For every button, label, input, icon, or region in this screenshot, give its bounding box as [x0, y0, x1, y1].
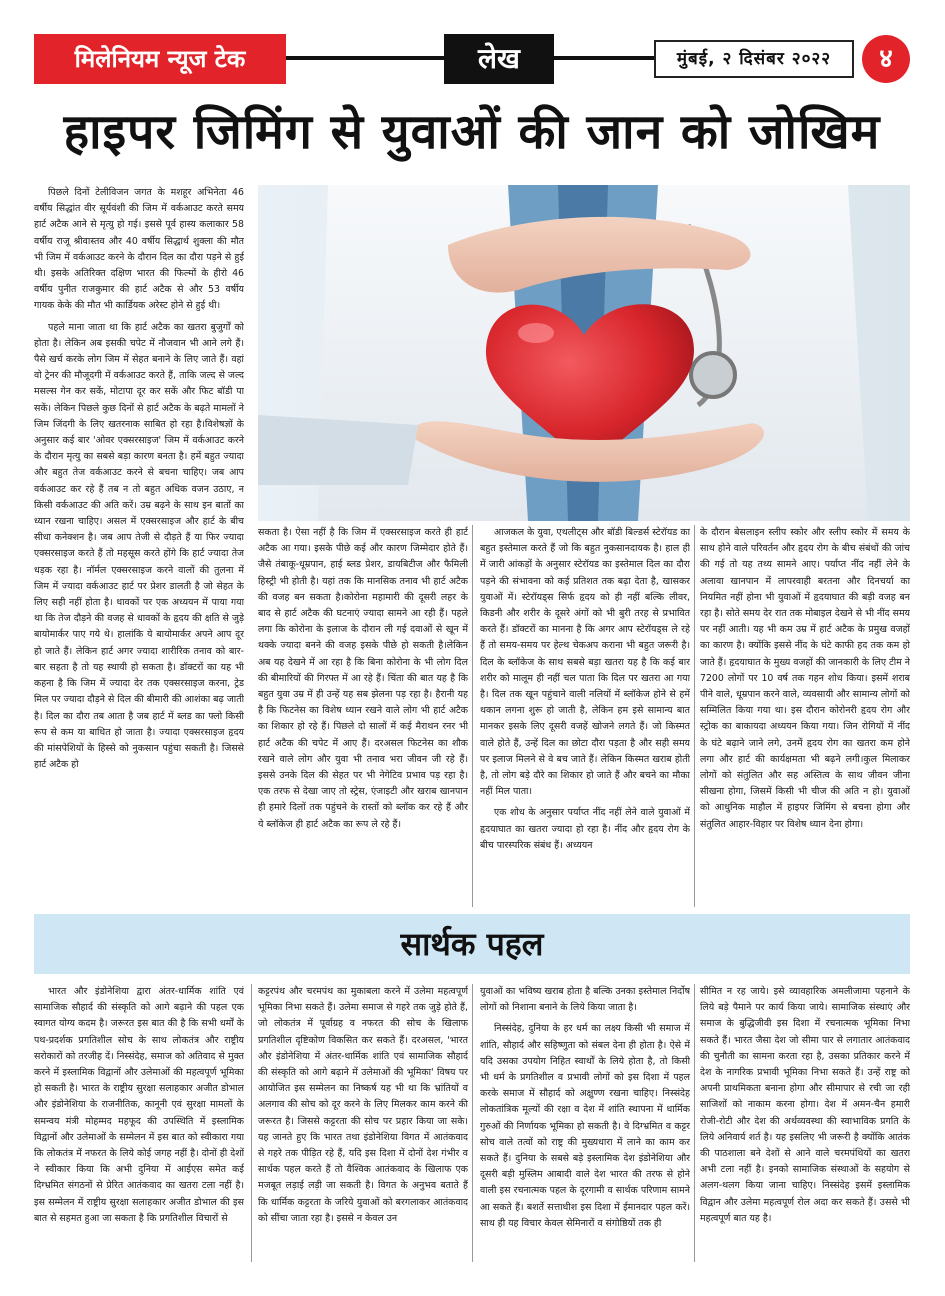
article2-column-4 — [700, 984, 910, 1262]
column-divider — [472, 984, 473, 1262]
article-column-4 — [700, 525, 910, 907]
paragraph: सकता है। ऐसा नहीं है कि जिम में एक्सरसाइज करते ही हार्ट अटैक आ गया। इसके पीछे कई और कारण जिम्मेदार होते हैं। जैसे तंबाकू-धूम्रपान, हाई ब्लड प्रेशर, डायबिटीज और फैमिली हिस्ट्री भी होती है। यहां तक कि मानसिक तनाव भी हार्ट अटैक की वजह बन सकता है।कोरोना महामारी की दूसरी लहर के बाद से हार्ट अटैक की घटनाएं ज्यादा सामने आ रही हैं। पहले लगा कि कोरोना के इलाज के दौरान ली गई दवाओं से खून में थक्के ज्यादा बनने की वजह इसके पीछे हो सकती है।लेकिन अब यह देखने में आ रहा है कि बिना कोरोना के भी लोग दिल की बीमारियों की गिरफ्त में आ रहे हैं। चिंता की बात यह है कि बहुत युवा उम्र में ही उन्हें यह सब झेलना पड़ रहा है। हैरानी यह है कि फिटनेस का विशेष ध्यान रखने वाले लोग भी हार्ट अटैक का शिकार हो रहे हैं। पिछले दो सालों में कई मैराथन रनर भी हार्ट अटैक की चपेट में आए हैं। दरअसल फिटनेस का शौक रखने वाले लोग और युवा भी तनाव भरा जीवन जी रहे हैं। इससे उनके दिल की सेहत पर भी नेगेटिव प्रभाव पड़ रहा है। एक तरफ से देखा जाए तो स्ट्रेस, एंजाइटी और खराब खानपान ही हमारे दिलों तक पहुंचने के रास्तों को ब्लॉक कर रहे हैं और ये ब्लॉकेज ही हार्ट अटैक का रूप ले रहे हैं। — [258, 527, 468, 830]
paragraph: पहले माना जाता था कि हार्ट अटैक का खतरा बुजुर्गों को होता है। लेकिन अब इसकी चपेट में नौजवान भी आने लगे हैं। पैसे खर्च करके लोग जिम में सेहत बनाने के लिए जाते हैं। वहां वो ट्रेनर की मौजूदगी में वर्कआउट करते हैं, ताकि जल्द से जल्द मसल्स गेन कर सकें, मोटापा दूर कर सकें और फिट बॉडी पा सकें। लेकिन पिछले कुछ दिनों से हार्ट अटैक के बढ़ते मामलों ने जिम जिंदगी के लिए खतरनाक साबित हो रहा है।विशेषज्ञों के अनुसार कई बार 'ओवर एक्सरसाइज' जिम में वर्कआउट करने के दौरान मृत्यु का सबसे बड़ा कारण बनता है। हमें बहुत ज्यादा और बहुत तेज वर्कआउट करने से बचना चाहिए। जब आप वर्कआउट कर रहे हैं तब न तो बहुत अधिक वजन उठाए, न किसी वर्कआउट की अति करें। उम्र बढ़ने के साथ इन बातों का ध्यान रखना चाहिए। असल में एक्सरसाइज और हार्ट के बीच सीधा कनेक्शन है। जब आप तेजी से दौड़ते हैं या फिर ज्यादा एक्सरसाइज करते हैं तो महसूस करते होंगे कि हार्ट ज्यादा तेज धड़क रहा है। नॉर्मल एक्सरसाइज करने वालों की तुलना में जिम में ज्यादा वर्कआउट हार्ट पर प्रेशर डालती है जो सेहत के लिए सही नहीं होता है। धावकों पर एक अध्ययन में पाया गया था कि तेज दौड़ने की वजह से धावकों के हृदय की क्षति से जुड़े बायोमार्कर पाए गये थे। हालांकि ये बायोमार्कर अपने आप दूर हो जाते हैं। लेकिन हार्ट अगर ज्यादा शारीरिक तनाव को बार-बार सहता है तो यह स्थायी हो सकता है। डॉक्टरों का यह भी कहना है कि जिम में ज्यादा देर तक एक्सरसाइज करना, ट्रेड मिल पर ज्यादा दौड़ने से दिल की बीमारी की आशंका बढ़ जाती है। दिल का दौरा तब आता है जब हार्ट में ब्लड का फ्लो किसी रूप से कम या बाधित हो जाता है। ज्यादा एक्सरसाइज हृदय की मांसपेशियों के हिस्से को नुकसान पहुंचा सकती है। जिससे हार्ट अटैक हो — [34, 321, 244, 771]
column-divider — [251, 984, 252, 1262]
article2-column-3 — [480, 984, 690, 1262]
article-headline: हाइपर जिमिंग से युवाओं की जान को जोखिम — [63, 104, 881, 160]
column-divider — [694, 984, 695, 1262]
paragraph: के दौरान बेसलाइन स्लीप स्कोर और स्लीप स्कोर में समय के साथ होने वाले परिवर्तन और हृदय रोग के बीच संबंधों की जांच की गई तो यह तथ्य सामने आए। पर्याप्त नींद नहीं लेने के अलावा खानपान में लापरवाही बरतना और दिनचर्या का नियमित नहीं होना भी युवाओं में हृदयाघात की बड़ी वजह बन रहा है। सोते समय देर रात तक मोबाइल देखने से भी नींद समय पर नहीं आती। यह भी कम उम्र में हार्ट अटैक के प्रमुख वजहों का कारण है। क्योंकि इससे नींद के घंटे काफी हद तक कम हो जाते हैं। हृदयाघात के मुख्य वजहों की जानकारी के लिए टीम ने 7200 लोगों पर 10 वर्ष तक गहन शोध किया। इसमें शराब पीने वाले, धूम्रपान करने वाले, व्यवसायी और सामान्य लोगों को सम्मिलित किया गया था। इस दौरान कोरोनरी हृदय रोग और स्ट्रोक का बाकायदा अध्ययन किया गया। जिन रोगियों में नींद के घंटे बढ़ाने जाने लगे, उनमें हृदय रोग का खतरा कम होने लगा और हार्ट की कार्यक्षमता भी बढ़ने लगी।कुल मिलाकर लोगों को संतुलित और सह अस्तित्व के साथ जीवन जीना सीखना होगा, जिसमें किसी भी चीज की अति न हो। युवाओं को आधुनिक माहौल में हाइपर जिमिंग से बचना होगा और संतुलित आहार-विहार पर विशेष ध्यान देना होगा। — [700, 527, 910, 830]
article-column-2 — [258, 525, 468, 907]
article-headline-2: सार्थक पहल — [400, 925, 544, 963]
masthead-rule — [554, 56, 654, 60]
heart-hands-illustration — [258, 185, 910, 521]
paragraph: युवाओं का भविष्य खराब होता है बल्कि उनका इस्तेमाल निर्दोष लोगों को निशाना बनाने के लिये किया जाता है। — [480, 986, 690, 1014]
column-divider — [472, 525, 473, 907]
article-column-1 — [34, 185, 244, 907]
article2-column-2 — [258, 984, 468, 1262]
page-number: ४ — [862, 35, 910, 83]
paragraph: सीमित न रह जाये। इसे व्यावहारिक अमलीजामा पहनाने के लिये बड़े पैमाने पर कार्य किया जाये। सामाजिक संस्थाएं और समाज के बुद्धिजीवी इस दिशा में रचनात्मक भूमिका निभा सकते हैं। भारत जैसा देश जो सीमा पार से लगातार आतंकवाद की चुनौती का सामना करता रहा है, उसका प्रतिकार करने में देश के नागरिक प्रभावी भूमिका निभा सकते हैं। उन्हें राष्ट्र को अपनी प्राथमिकता बनाना होगा और सीमापार से रची जा रही साजिशों को नाकाम करना होगा। देश में अमन-चैन हमारी रोजी-रोटी और देश की अर्थव्यवस्था की स्वाभाविक प्रगति के लिये अनिवार्य शर्त है। यह इसलिए भी जरूरी है क्योंकि आतंक की पाठशाला बने देशों से आने वाले चरमपंथियों का खतरा अभी टला नहीं है। इनको सामाजिक संस्थाओं के सहयोग से अलग-थलग किया जाना चाहिए। निस्संदेह इसमें इस्लामिक विद्वान और उलेमा महत्वपूर्ण रोल अदा कर सकते हैं। उससे भी महत्वपूर्ण बात यह है। — [700, 986, 910, 1224]
section-band — [34, 914, 910, 974]
dateline: मुंबई, २ दिसंबर २०२२ — [654, 40, 854, 78]
paragraph: एक शोध के अनुसार पर्याप्त नींद नहीं लेने वाले युवाओं में हृदयाघात का खतरा ज्यादा हो रहा है। नींद और हृदय रोग के बीच पारस्परिक संबंध हैं। अध्ययन — [480, 807, 690, 851]
brand-name: मिलेनियम न्यूज टेक — [34, 34, 286, 84]
masthead-rule — [286, 56, 444, 60]
paragraph: निस्संदेह, दुनिया के हर धर्म का लक्ष्य किसी भी समाज में शांति, सौहार्द और सहिष्णुता को संबल देना ही होता है। ऐसे में यदि उसका उपयोग निहित स्वार्थों के लिये होता है, तो किसी भी धर्म के प्रगतिशील व प्रभावी लोगों को इस दिशा में पहल करके समाज में सौहार्द को अक्षुण्ण रखना चाहिए। निस्संदेह लोकतांत्रिक मूल्यों की रक्षा व देश में शांति स्थापना में धार्मिक गुरुओं की निर्णायक भूमिका हो सकती है। वे दिग्भ्रमित व कट्टर सोच वाले तत्वों को राष्ट्र की मुख्यधारा में लाने का काम कर सकते हैं। दुनिया के सबसे बड़े इस्लामिक देश इंडोनेशिया और दूसरी बड़ी मुस्लिम आबादी वाले देश भारत की तरफ से होने वाली इस रचनात्मक पहल के दूरगामी व सार्थक परिणाम सामने आ सकते हैं। बशर्ते सत्ताधीश इस दिशा में ईमानदार पहल करें। साथ ही यह विचार केवल सेमिनारों व संगोष्ठियों तक ही — [480, 1023, 690, 1229]
masthead — [34, 34, 910, 86]
article2-column-1 — [34, 984, 244, 1262]
paragraph: पिछले दिनों टेलीविजन जगत के मशहूर अभिनेता 46 वर्षीय सिद्धांत वीर सूर्यवंशी की जिम में वर्कआउट करते समय हार्ट अटैक आने से मृत्यु हो गई। इससे पूर्व हास्य कलाकार 58 वर्षीय राजू श्रीवास्तव और 40 वर्षीय सिद्धार्थ शुक्ला की मौत भी जिम में वर्कआउट करने के दौरान दिल का दौरा पड़ने से हुई थी। इसके अतिरिक्त दक्षिण भारत की फिल्मों के हीरो 46 वर्षीय पुनीत राजकुमार की हार्ट अटैक से और 53 वर्षीय गायक केके की मौत भी कार्डियक अरेस्ट होने से हुई थी। — [34, 187, 244, 312]
paragraph: भारत और इंडोनेशिया द्वारा अंतर-धार्मिक शांति एवं सामाजिक सौहार्द की संस्कृति को आगे बढ़ाने की पहल एक स्वागत योग्य कदम है। जरूरत इस बात की है कि सभी धर्मों के पथ-प्रदर्शक प्रगतिशील सोच के साथ लोकतंत्र और राष्ट्रीय सरोकारों को तरजीह दें। निस्संदेह, समाज को अतिवाद से मुक्त करने में इस्लामिक विद्वानों और उलेमाओं की महत्वपूर्ण भूमिका हो सकती है। भारत के राष्ट्रीय सुरक्षा सलाहकार अजीत डोभाल और इंडोनेशिया के राजनीतिक, कानूनी एवं सुरक्षा मामलों के समन्वय मंत्री मोहम्मद महफूद की उपस्थिति में इस्लामिक विद्वानों और उलेमाओं के सम्मेलन में इस बात को स्वीकारा गया कि लोकतंत्र में नफरत के लिये कोई जगह नहीं है। दोनों ही देशों ने स्वीकार किया कि अभी दुनिया में आईएस समेत कई दिग्भ्रमित संगठनों से प्रेरित आतंकवाद का खतरा टला नहीं है। इस सम्मेलन में राष्ट्रीय सुरक्षा सलाहकार अजीत डोभाल की इस बात से सहमत हुआ जा सकता है कि प्रगतिशील विचारों से — [34, 986, 244, 1224]
column-divider — [694, 525, 695, 907]
article-column-3 — [480, 525, 690, 907]
hero-photo-heart-in-hands — [258, 185, 910, 521]
paragraph: आजकल के युवा, एथलीट्स और बॉडी बिल्डर्स स्टेरॉयड का बहुत इस्तेमाल करते हैं जो कि बहुत नुकसानदायक है। हाल ही में जारी आंकड़ों के अनुसार स्टेरॉयड का इस्तेमाल दिल का दौरा पड़ने की संभावना को कई प्रतिशत तक बढ़ा देता है, खासकर युवाओं में। स्टेरॉयड्स सिर्फ हृदय को ही नहीं बल्कि लीवर, किडनी और शरीर के दूसरे अंगों को भी बुरी तरह से प्रभावित करते हैं। डॉक्टरों का मानना है कि अगर आप स्टेरॉयड्स ले रहे हैं तो समय-समय पर हेल्थ चेकअप कराना भी बहुत जरूरी है। दिल के ब्लॉकेज के साथ सबसे बड़ा खतरा यह है कि कई बार शरीर को मालूम ही नहीं चल पाता कि दिल पर खतरा आ गया है। दिल तक खून पहुंचाने वाली नलियों में ब्लॉकेज होने से हमें थकान लगना शुरू हो जाती है, लेकिन हम इसे सामान्य बात मानकर इसके लिए दूसरी वजहें खोजने लगते हैं। जो किस्मत वाले होते हैं, उन्हें दिल का छोटा दौरा पड़ता है और सही समय पर इलाज मिलने से वे बच जाते हैं। लेकिन किस्मत खराब होती है, तो लोग बड़े दौरे का शिकार हो जाते हैं और बचने का मौका नहीं मिल पाता। — [480, 527, 690, 798]
paragraph: कट्टरपंथ और चरमपंथ का मुकाबला करने में उलेमा महत्वपूर्ण भूमिका निभा सकते हैं। उलेमा समाज से गहरे तक जुड़े होते हैं, जो लोकतंत्र में पूर्वाग्रह व नफरत की सोच के खिलाफ प्रगतिशील दृष्टिकोण विकसित कर सकते हैं। दरअसल, 'भारत और इंडोनेशिया में अंतर-धार्मिक शांति एवं सामाजिक सौहार्द की संस्कृति को आगे बढ़ाने में उलेमाओं की भूमिका' विषय पर आयोजित इस सम्मेलन का निष्कर्ष यह भी था कि भ्रांतियों व अलगाव की सोच को दूर करने के लिए मिलकर काम करने की जरूरत है। जिससे कट्टरता की सोच पर प्रहार किया जा सके। यह जानते हुए कि भारत तथा इंडोनेशिया विगत में आतंकवाद से गहरे तक पीड़ित रहे हैं, यदि इस दिशा में दोनों देश गंभीर व सार्थक पहल करते हैं तो वैश्विक आतंकवाद के खिलाफ एक मजबूत लड़ाई लड़ी जा सकती है। विगत के अनुभव बताते हैं कि धार्मिक कट्टरता के जरिये युवाओं को बरगलाकर आतंकवाद को सींचा जाता रहा है। इससे न केवल उन — [258, 986, 468, 1224]
section-label: लेख — [444, 34, 554, 84]
